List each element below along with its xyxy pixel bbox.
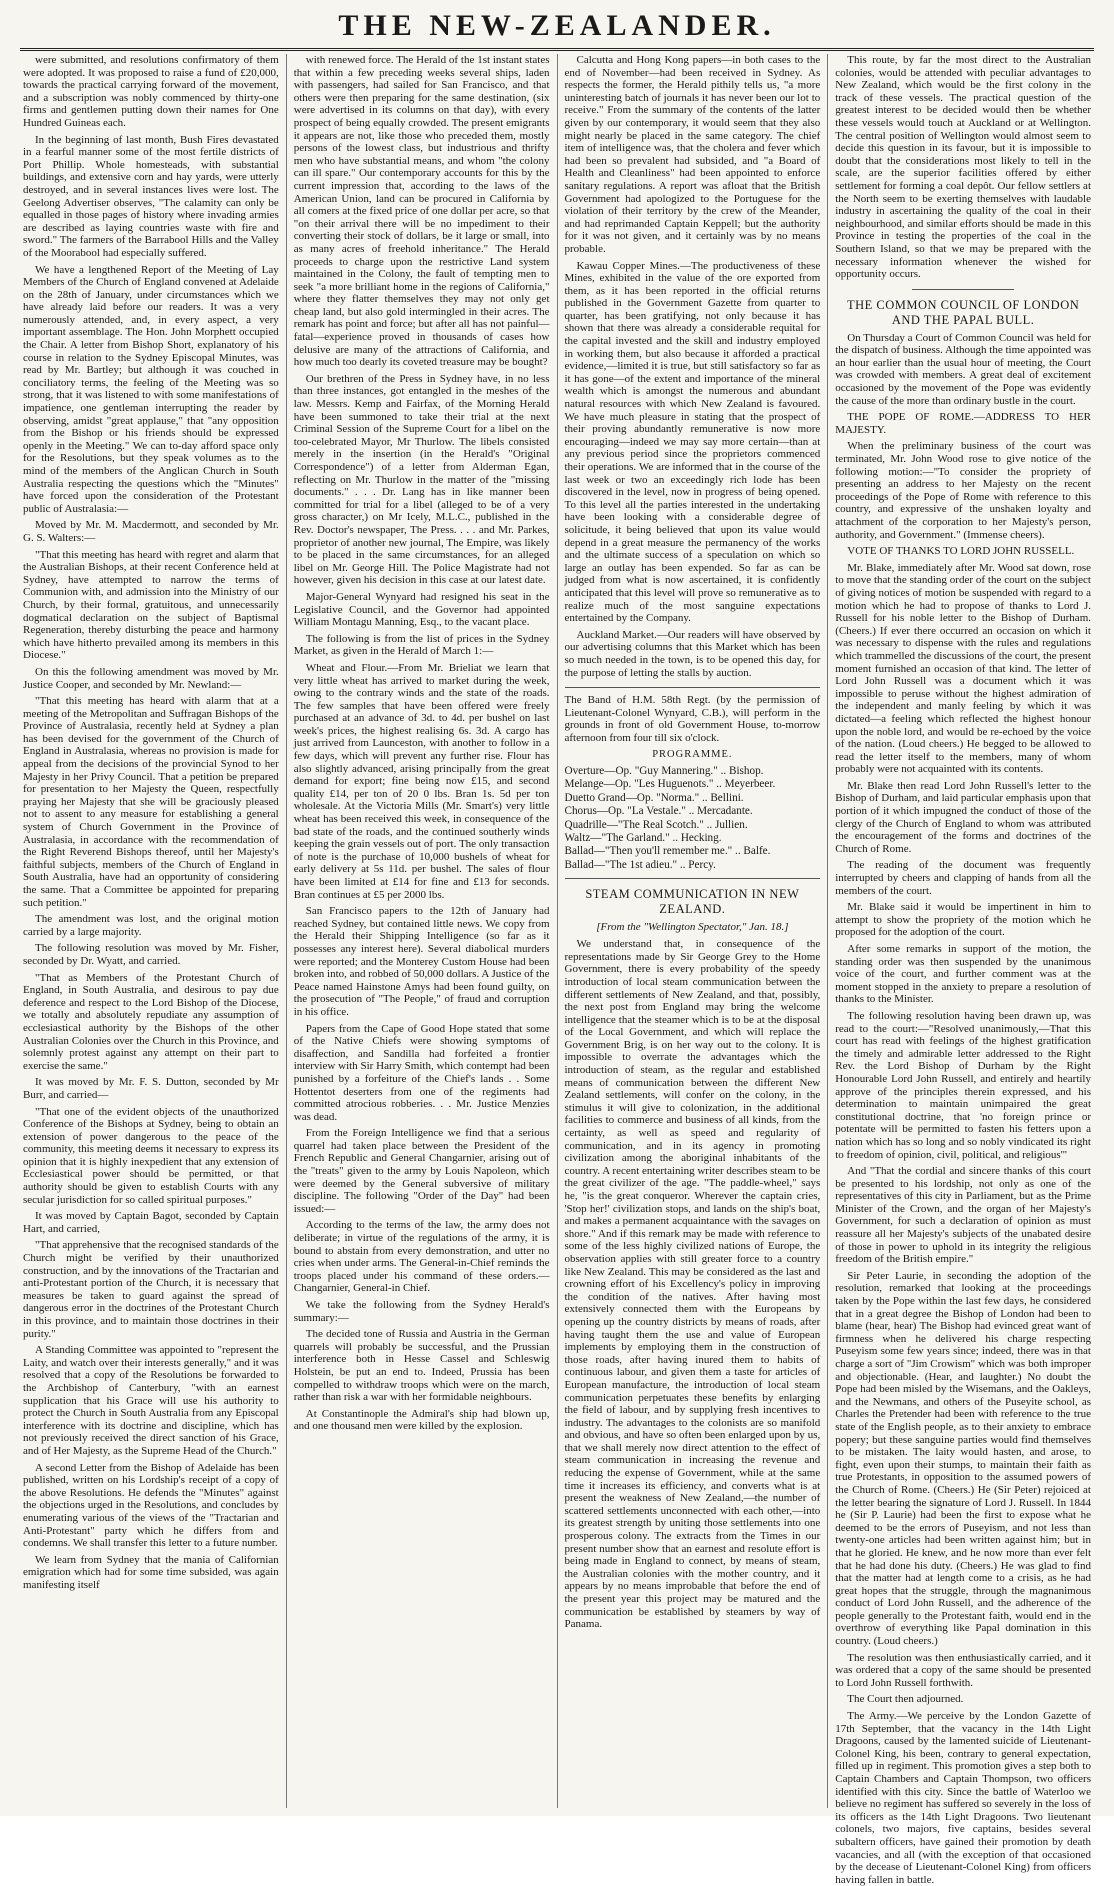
steam-heading: STEAM COMMUNICATION IN NEW ZEALAND. xyxy=(585,887,800,917)
council-heading: THE COMMON COUNCIL OF LONDON AND THE PAPAL BULL. xyxy=(846,297,1080,327)
article-paragraph: The decided tone of Russia and Austria in the German quarrels will probably be successful, and the Prussian interference both in Hesse Cassel and Schleswig Holstein, be put an end to. Indeed, Prussia has been compelled to withdraw troops which were on the march, rather than risk a war with her formidable neighbours. xyxy=(293,1328,550,1404)
article-paragraph: From the Foreign Intelligence we find that a serious quarrel had taken place between the President of the French Republic and General Changarnier, arising out of the "treats" given to the army by Louis Napoleon, which were deemed by the General subversive of military discipline. The following "Order of the Day" had been issued:— xyxy=(293,1127,550,1215)
article-paragraph: We take the following from the Sydney Herald's summary:— xyxy=(293,1299,550,1324)
column-1 xyxy=(16,54,286,1808)
article-paragraph: The following is from the list of prices in the Sydney Market, as given in the Herald of March 1:— xyxy=(293,632,550,658)
article-paragraph: Major-General Wynyard had resigned his seat in the Legislative Council, and the Governor had appointed William Montagu Manning, Esq., to the vacant place. xyxy=(293,590,550,629)
article-paragraph: The reading of the document was frequently interrupted by cheers and clapping of hands from all the members of the court. xyxy=(835,859,1091,897)
programme-item: Chorus—Op. "La Vestale." .. Mercadante. xyxy=(564,805,753,818)
band-programme-heading: PROGRAMME. xyxy=(652,749,733,761)
band-intro: The Band of H.M. 58th Regt. (by the permission of Lieutenant-Colonel Wynyard, C.B.), will perform in the grounds in front of old Government House, to-morrow afternoon from four till six o'clock. xyxy=(564,694,821,744)
article-paragraph: The Army.—We perceive by the London Gazette of 17th September, that the vacancy in the 14th Light Dragoons, caused by the lamented suicide of Lieutenant-Colonel King, his been, contrary to general expectation, filled up in regiment. This promotion gives a step both to Captain Chambers and Captain Thompson, two officers identified with this city. Since the battle of Waterloo we believe no regiment has suffered so severely in the loss of its officers as the 14th Light Dragoons. Two lieutenant colonels, two majors, five captains, besides several subaltern officers, have gained their promotion by death vacancies, and all (with the exception of that occasioned by the decease of Lieutenant-Colonel King) from officers having fallen in battle. xyxy=(835,1710,1091,1886)
article-paragraph: Moved by Mr. M. Macdermott, and seconded by Mr. G. S. Walters:— xyxy=(23,519,279,544)
programme-item: Ballad—"Then you'll remember me." .. Balfe. xyxy=(564,845,771,858)
divider xyxy=(912,289,1014,290)
article-paragraph: THE POPE OF ROME.—ADDRESS TO HER MAJESTY. xyxy=(835,411,1091,436)
article-paragraph: "That this meeting has heard with regret and alarm that the Australian Bishops, at their recent Conference held at Sydney, have attempted to narrow the terms of Communion with, and admission into the Ministry of our Church, by their formal, gratuitous, and unnecessarily dogmatical declaration on the subject of Baptismal Regeneration, thereby disturbing the peace and harmony which have hitherto prevailed among its members in this Diocese." xyxy=(23,548,279,662)
programme-item: Ballad—"The 1st adieu." .. Percy. xyxy=(564,858,716,871)
article-paragraph: San Francisco papers to the 12th of January had reached Sydney, but contained little news. We copy from the Herald their Shipping Intelligence (so far as it possesses any interest here). Several diabolical murders were reported; and the Monterey Custom House had been broken into, and robbed of 50,000 dollars. A Justice of the Peace named Hainstone Amys had been found guilty, on the prosecution of "The People," of fraud and corruption in his office. xyxy=(293,905,550,1018)
article-paragraph: When the preliminary business of the court was terminated, Mr. John Wood rose to give notice of the following motion:—"To consider the propriety of presenting an address to her Majesty on the recent proceedings of the Pope of Rome with reference to this country, and expressive of the unshaken loyalty and attachment of the corporation to her Majesty's person, authority, and Government." (Immense cheers). xyxy=(835,440,1091,541)
steam-text: We understand that, in consequence of the representations made by Sir George Grey to the Home Government, there is every probability of the speedy introduction of local steam communication between the different settlements of New Zealand, and that, possibly, the next post from England may bring the welcome intelligence that the steamer which is to be at the disposal of the Local Government, and which will replace the Government Brig, is on her way out to the colony. It is impossible to overrate the advantages which the introduction of steam, as the regular and established means of communication between the different New Zealand settlements, will confer on the colony, in the stimulus it will give to colonization, in the additional facilities to commerce and business of all kinds, from the certainty, as well as speed and regularity of communication, and in its agency in promoting civilization among the aboriginal inhabitants of the country. A recent entertaining writer describes steam to be the great civilizer of the age. "The paddle-wheel," says he, "is the great conqueror. Wherever the captain cries, 'Stop her!' civilization stops, and lands on the ship's boat, and makes a permanent acquaintance with the savages on shore." And if this remark may be made with reference to some of the less highly civilized nations of Europe, the observation applies with still greater force to a country like New Zealand. This may be considered as the last and crowning effort of his Excellency's policy in improving the condition of the natives. After having most extensively connected them with the Europeans by opening up the country districts by means of roads, after having taught them the use and value of European implements by employing them in the construction of those roads, after having inured them to habits of continuous labour, and given them a taste for articles of European manufacture, the introduction of local steam communication perpetuates these benefits by enlarging the field of labour, and by supplying fresh incentives to industry. The advantages to the colonists are so manifold and obvious, and have so often been enlarged upon by us, that we shall merely now direct attention to the effect of steam communication in increasing the revenue and reducing the expense of Government, while at the same time it increases its efficiency, and converts what is at present the weakness of New Zealand,—the number of scattered settlements unconnected with each other,—into its greatest strength by uniting those settlements into one prosperous colony. The extracts from the Times in our present number show that an earnest and resolute effort is being made in England to connect, by means of steam, the Australian colonies with the mother country, and it appears by no means improbable that before the end of the present year this project may be matured and the communication be established by steamers by way of Panama. xyxy=(564,938,821,1631)
article-paragraph: And "That the cordial and sincere thanks of this court be presented to his lordship, not only as one of the representatives of this city in Parliament, but as the Prime Minister of the Crown, and the organ of her Majesty's Government, for such a declaration of opinion as must reassure all her Majesty's subjects of the unabated desire of those in power to uphold in its integrity the religious freedom of the British empire." xyxy=(835,1165,1091,1266)
masthead xyxy=(20,4,1094,51)
article-paragraph: "That this meeting has heard with alarm that at a meeting of the Metropolitan and Suffragan Bishops of the Province of Australasia, recently held at Sydney a plan has been devised for the government of the Church of England in Australasia, whereas no provision is made for appeal from the decisions of the provincial Synod to her Majesty in her Privy Council. That a petition be prepared for presentation to her Majesty the Queen, respectfully praying her Majesty that she will be graciously pleased not to assent to any measure for establishing a general system of Church Government in the Province of Australasia, in accordance with the recommendation of the Right Reverend Bishops thereof, until her Majesty's faithful subjects, members of the Church of England in South Australia, have had an opportunity of considering the same. That a Committee be appointed for preparing such petition." xyxy=(23,695,279,909)
band-notice xyxy=(565,687,821,879)
steam-source: [From the "Wellington Spectator," Jan. 18.] xyxy=(596,921,789,934)
programme-item: Overture—Op. "Guy Mannering." .. Bishop. xyxy=(564,764,764,777)
column-2 xyxy=(286,54,557,1808)
article-paragraph: Mr. Blake then read Lord John Russell's letter to the Bishop of Durham, and laid particular emphasis upon that portion of it which impugned the conduct of those of the clergy of the Church of England to whom was attributed the encouragement of the forms and doctrines of the Church of Rome. xyxy=(835,779,1091,855)
band-programme xyxy=(565,765,821,872)
article-paragraph: A second Letter from the Bishop of Adelaide has been published, written on his Lordship's receipt of a copy of the above Resolutions. He defends the "Minutes" against the objections urged in the Resolutions, and concludes by enumerating various of the views of the "Tractarian and Anti-Protestant" party which he differs from and condemns. We shall transfer this letter to a future number. xyxy=(23,1461,279,1550)
programme-item: Duetto Grand—Op. "Norma." .. Bellini. xyxy=(564,791,744,804)
article-paragraph: The resolution was then enthusiastically carried, and it was ordered that a copy of the same should be presented to Lord John Russell forthwith. xyxy=(835,1651,1091,1689)
article-paragraph: were submitted, and resolutions confirmatory of them were adopted. It was proposed to raise a fund of £20,000, towards the practical carrying forward of the movement, and a subscription was nobly commenced by thirty-one firms and gentlemen putting down their names for One Hundred Guineas each. xyxy=(23,54,279,129)
article-paragraph: VOTE OF THANKS TO LORD JOHN RUSSELL. xyxy=(847,545,1075,558)
article-paragraph: On Thursday a Court of Common Council was held for the dispatch of business. Although the time appointed was an hour earlier than the usual hour of meeting, the Court was crowded with members. A great deal of excitement occasioned by the movement of the Pope was evidently the cause of the more than ordinary bustle in the court. xyxy=(835,331,1091,407)
article-paragraph: The Court then adjourned. xyxy=(847,1693,964,1706)
programme-item: Quadrille—"The Real Scotch." .. Jullien. xyxy=(564,818,748,831)
article-paragraph: The following resolution having been drawn up, was read to the court:—"Resolved unanimously,—That this court has read with feelings of the highest gratification the timely and admirable letter addressed to the Right Rev. the Lord Bishop of Durham by the Right Honourable Lord John Russell, and entirely and heartily approve of the principles therein expressed, and his determination to maintain unimpaired the great constitutional doctrine, that 'no foreign prince or potentate will be permitted to fasten his fetters upon a nation which has so long and so nobly vindicated its right to freedom of opinion, civil, political, and religious'" xyxy=(835,1009,1091,1161)
article-paragraph: According to the terms of the law, the army does not deliberate; in virtue of the regulations of the army, it is bound to abstain from every demonstration, and utter no cries when under arms. The General-in-Chief reminds the troops placed under his command of these orders.—Changarnier, General-in Chief. xyxy=(293,1219,550,1295)
article-paragraph: Papers from the Cape of Good Hope stated that some of the Native Chiefs were showing symptoms of disaffection, and Sandilla had forfeited a frontier interview with Sir Harry Smith, which contempt had been punished by a forfeiture of the Chief's lands . . Some Hottentot deserters from one of the regiments had committed atrocious robberies. . . Mr. Justice Menzies was dead. xyxy=(293,1022,550,1123)
article-paragraph: The following resolution was moved by Mr. Fisher, seconded by Dr. Wyatt, and carried. xyxy=(23,942,279,967)
article-paragraph: Auckland Market.—Our readers will have observed by our advertising columns that this Market which has been so much needed in the town, is to be opened this day, for the purpose of letting the stalls by auction. xyxy=(564,628,821,679)
article-paragraph: After some remarks in support of the motion, the standing order was then suspended by the unanimous voice of the court, and further comment was at the moment stopped in the anxiety to prepare a resolution of thanks to the Minister. xyxy=(835,943,1091,1006)
article-paragraph: Mr. Blake said it would be impertinent in him to attempt to show the propriety of the motion which he proposed for the adoption of the court. xyxy=(835,901,1091,939)
article-paragraph: A Standing Committee was appointed to "represent the Laity, and watch over their interests generally," and it was resolved that a copy of the Resolutions be forwarded to the Archbishop of Canterbury, "with an earnest supplication that his Grace will use his authority to protect the Church in South Australia from any Episcopal interference with its doctrine and discipline, which has not previously received the direct sanction of his Grace, and of Her Majesty, as the Supreme Head of the Church." xyxy=(23,1344,279,1457)
article-paragraph: At Constantinople the Admiral's ship had blown up, and one thousand men were killed by the explosion. xyxy=(293,1407,550,1433)
article-paragraph: Our brethren of the Press in Sydney have, in no less than three instances, got entangled in the meshes of the law. Messrs. Kemp and Fairfax, of the Morning Herald have been summoned to take their trial at the next Criminal Session of the Supreme Court for a libel on the too-celebrated Mayor, Mr Thurlow. The libels consisted merely in the insertion (in the Herald's "Original Correspondence") of a letter from Alderman Egan, reflecting on Mr. Thurlow in the matter of the "missing documents." . . . Dr. Lang has in like manner been committed for trial for a libel (alleged to be of a very gross character,) on Mr Icely, M.L.C., published in the Rev. Doctor's newspaper, The Press. . . . and Mr. Parkes, proprietor of another new journal, The Empire, was likely to be placed in the same circumstances, for an alleged libel on Mr. George Hill. The Police Magistrate had not however, given his decision in this case at our latest date. xyxy=(293,372,550,587)
masthead-title: THE NEW-ZEALANDER. xyxy=(338,9,776,42)
article-paragraph: We learn from Sydney that the mania of Californian emigration which had for some time subsided, was again manifesting itself xyxy=(23,1553,279,1591)
article-paragraph: "That apprehensive that the recognised standards of the Church might be verified by their unauthorized construction, and by the innovations of the Tractarian and anti-Protestant portion of the Church, it is necessary that measures be taken to guard against the spread of dangerous error in the doctrines of the Protestant Church in this province, and to maintain those doctrines in their purity." xyxy=(23,1239,279,1340)
article-paragraph: This route, by far the most direct to the Australian colonies, would be attended with peculiar advantages to New Zealand, which would be the first colony in the track of these vessels. The practical question of the greatest interest to be decided would then be whether these vessels would touch at Auckland or at Wellington. The central position of Wellington would almost seem to decide this question in its favour, but it is impossible to doubt that the considerations most likely to tell in the scale, are the superior facilities offered by either settlement for forming a coal depôt. Our fellow settlers at the North seem to be exerting themselves with laudable industry in ascertaining the quality of the coal in their neighbourhood, and similar efforts should be made in this Province in testing the properties of the coal in the Southern Island, so that we may be prepared with the necessary information whenever the wished for opportunity occurs. xyxy=(835,54,1091,281)
article-paragraph: with renewed force. The Herald of the 1st instant states that within a few preceding weeks several ships, laden with passengers, had sailed for San Francisco, and that others were then preparing for the same destination, (six were advertised in its columns on that day), with every prospect of being equally crowded. The present emigrants it appears are not, like those who preceded them, mostly persons of the lowest class, but industrious and thrifty men who have substantial means, and whom "the colony can ill spare." Our contemporary accounts for this by the current impression that, according to the laws of the American Union, land can be procured in California by all comers at the fixed price of one dollar per acre, so that "on their arrival there will be no impediment to their converting their stock of dollars, be it large or small, into as many acres of freehold inheritance." The Herald proceeds to charge upon the restrictive Land system maintained in the Colony, the fault of tempting men to seek "a more brilliant home in the regions of California," where they flatter themselves they may not only get cheap land, but also gold intermingled in their acres. The remark has point and force; but after all has not painful—fatal—experience proved in thousands of cases how delusive are many of the attractions of California, and how much too dearly its coveted treasure may be bought? xyxy=(293,54,550,369)
programme-item: Waltz—"The Garland." .. Hecking. xyxy=(564,831,722,844)
article-paragraph: Calcutta and Hong Kong papers—in both cases to the end of November—had been received in Sydney. As respects the former, the Herald pithily tells us, "a more uninteresting batch of journals it has never been our lot to receive." From the summary of the contents of the latter given by our contemporary, it would seem that they also might nearly be placed in the same category. The chief item of intelligence was, that the cholera and fever which had been so prevalent had subsided, and "a Board of Health and Cleanliness" had been appointed to enforce sanitary regulations. A report was afloat that the British Government had apologized to the Portuguese for the violation of their territory by the crew of the Meander, and had reprimanded Captain Keppell; but the authority for it was not given, and it certainly was by no means probable. xyxy=(564,54,821,255)
article-paragraph: On this the following amendment was moved by Mr. Justice Cooper, and seconded by Mr. Newland:— xyxy=(23,665,279,691)
column-4 xyxy=(827,54,1098,1886)
article-paragraph: The amendment was lost, and the original motion carried by a large majority. xyxy=(23,913,279,938)
article-paragraph: Sir Peter Laurie, in seconding the adoption of the resolution, remarked that looking at the proceedings taken by the Pope within the last few days, he considered that in a great degree the Bishop of London had been to blame (hear, hear) The Bishop had evinced great want of firmness when he delivered his charge respecting Puseyism some few years since; indeed, there was in that charge a sort of "Jim Crowism" which was both improper and objectionable. (Hear, and laughter.) No doubt the Pope had been misled by the Wisemans, and the Oakleys, and the Newmans, and others of the Puseyite school, as Charles the Pretender had been with reference to the true state of the English people, as to their anxiety to embrace popery; but these sanguine parties would find themselves to be mistaken. The laity would hasten, and arose, to fight, even upon their stumps, to maintain their faith as true Protestants, in opposition to the assumed powers of the Church of Rome. (Cheers.) He (Sir Peter) rejoiced at the letter bearing the signature of Lord J. Russell. In 1844 he (Sir P. Laurie) had been the first to expose what he deemed to be the errors of Puseyism, and not less than twenty-one articles had been written against him; but in that he gloried. He knew, and he now more than ever felt that he had done his duty. (Cheers.) He was glad to find that the matter had at length come to a crisis, as he had great hopes that the struggle, through the magnanimous conduct of Lord John Russell, and the adherence of the people generally to the Protestant faith, would end in the overthrow of everything like Papal domination in this country. (Loud cheers.) xyxy=(835,1269,1091,1648)
article-paragraph: "That one of the evident objects of the unauthorized Conference of the Bishops at Sydney, being to obtain an extension of power dangerous to the peace of the community, this meeting deems it necessary to express its opinion that it is highly inexpedient that any extension of Ecclesiastical power should be permitted, or that authority should be given to establish Courts with any secular jurisdiction for so called spiritual purposes." xyxy=(23,1105,279,1206)
columns xyxy=(16,54,1098,1886)
article-paragraph: Kawau Copper Mines.—The productiveness of these Mines, exhibited in the value of the ore exported from them, as it has been reported in the official returns published in the Government Gazette from quarter to quarter, has been gratifying, not only because it has shown that there was already a considerable requital for the capital invested and the skill and industry employed in working them, but also because it afforded a practical evidence,—limited it is true, but still satisfactory so far as it has gone—of the extent and importance of the mineral wealth which is amongst the numerous and abundant natural resources with which New Zealand is favoured. We have much pleasure in stating that the prospect of their proving abundantly remunerative is now more encouraging—indeed we may say more certain—than at any previous period since the proprietors commenced their operations. We are informed that in the course of the last week or two an exceedingly rich lode has been discovered in the level, now in progress of being opened. To this level all the parties interested in the undertaking have been looking with a considerable degree of solicitude, it being believed that upon its value would depend in a great measure the permanency of the works and the ultimate success of a speculation on which so large an outlay has been expended. So far as can be judged from what is now ascertained, it is confidently anticipated that this level will prove so remunerative as to realize much of the most sanguine expectations entertained by the Company. xyxy=(564,259,821,625)
article-paragraph: Mr. Blake, immediately after Mr. Wood sat down, rose to move that the standing order of the court on the subject of giving notices of motion be suspended with regard to a motion which he had to propose of thanks to Lord J. Russell for his noble letter to the Bishop of Durham. (Cheers.) If ever there occurred an occasion on which it was necessary to dispense with the rules and regulations which trammelled the discussions of the court, the present moment furnished an occasion of that kind. The letter of Lord John Russell was a document which it was impossible to peruse without the highest admiration of the independent and manly feeling by which it was dictated—a feeling which reflected the highest honour upon the noble lord, and would be re-echoed by the voice of the nation. (Loud cheers.) He begged to be allowed to read the letter itself to the members, many of whom probably were not acquainted with its contents. xyxy=(835,561,1091,776)
article-paragraph: Wheat and Flour.—From Mr. Brieliat we learn that very little wheat has arrived to market during the week, owing to the contrary winds and the state of the roads. The few samples that have been offered were freely purchased at an advance of 3d. to 4d. per bushel on last week's prices, the highest realising 6s. 3d. A cargo has just arrived from Launceston, with another to follow in a few days, which will prevent any further rise. Flour has also slightly advanced, arising principally from the great demand for export; fine being now £15, and second quality £14, per ton of 20 0 lbs. Bran 1s. 5d per ton wholesale. At the Victoria Mills (Mr. Smart's) very little wheat has been received this week, in consequence of the bad state of the roads, and the continued southerly winds keeping the grain vessels out of port. The only transaction of note is the purchase of 10,000 bushels of wheat for early delivery at 5s 11d. per bushel. The sales of flour have been limited at £14 for fine and £13 for seconds. Bran continues at £5 per 2000 lbs. xyxy=(293,661,550,901)
article-paragraph: We have a lengthened Report of the Meeting of Lay Members of the Church of England convened at Adelaide on the 28th of January, under circumstances which we have already laid before our readers. It was a very numerously attended, and, in every aspect, a very important assemblage. The Hon. John Morphett occupied the Chair. A letter from Bishop Short, explanatory of his course in relation to the Sydney Episcopal Minutes, was read by Mr. Bartley; but although it was couched in conciliatory terms, the feeling of the Meeting was so strong, that it was listened to with some manifestations of impatience, one gentleman interrupting the reader by observing, amidst "great applause," that "any opposition from the Bishop or his friends should be expressed openly in the Meeting." We can to-day afford space only for the Resolutions, but they speak volumes as to the mind of the members of the Anglican Church in South Australia respecting the questions which the "Minutes" have forced upon the consideration of the Protestant public of Australasia:— xyxy=(23,263,279,515)
article-paragraph: It was moved by Mr. F. S. Dutton, seconded by Mr Burr, and carried— xyxy=(23,1076,279,1101)
article-paragraph: It was moved by Captain Bagot, seconded by Captain Hart, and carried, xyxy=(23,1210,279,1235)
article-paragraph: "That as Members of the Protestant Church of England, in South Australia, and desirous to pay due deference and respect to the Lord Bishop of the Diocese, we totally and absolutely repudiate any assumption of ecclesiastical authority by the Bishops of the other Australian Colonies over the Church in this Province, and solemnly protest against any attempt on their part to exercise the same." xyxy=(23,971,279,1072)
programme-item: Melange—Op. "Les Huguenots." .. Meyerbeer. xyxy=(564,778,776,791)
article-paragraph: In the beginning of last month, Bush Fires devastated in a fearful manner some of the most fertile districts of Port Phillip. Whole homesteads, with substantial buildings, and extensive corn and hay yards, were utterly destroyed, and in several instances lives were lost. The Geelong Advertiser observes, "The calamity can only be equalled in those pages of history where invading armies are described as laying countries waste with fire and sword." The farmers of the Barrabool Hills and the Valley of the Moorabool had especially suffered. xyxy=(23,133,279,259)
column-3 xyxy=(557,54,828,1808)
